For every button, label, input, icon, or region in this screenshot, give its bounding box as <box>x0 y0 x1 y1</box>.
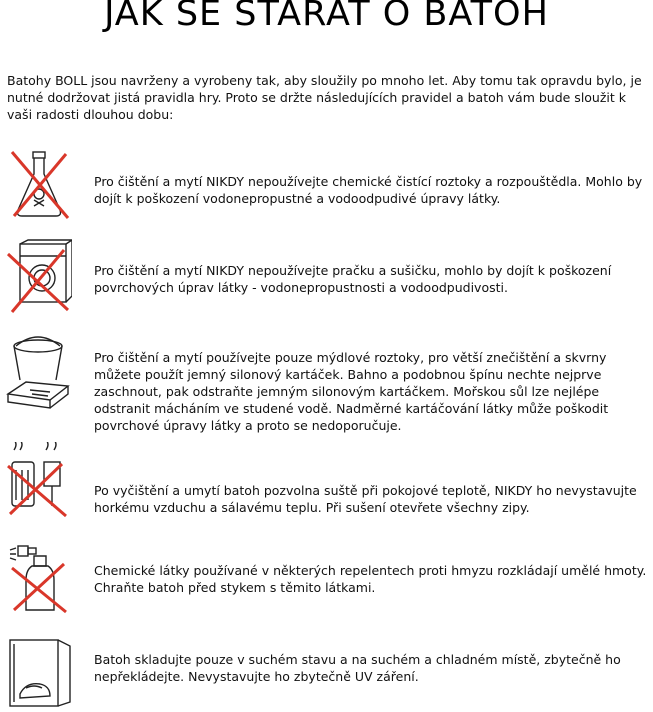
rule-text-washing-machine: Pro čištění a mytí NIKDY nepoužívejte pračku a sušičku, mohlo by dojít k poškození povrchových úprav látky - vodonepropustnosti a vodoodpudivosti. <box>94 263 612 295</box>
heater-dryer-crossed-icon <box>6 442 72 518</box>
intro-paragraph: Batohy BOLL jsou navrženy a vyrobeny tak, aby sloužily po mnoho let. Aby tomu tak opravdu bylo, je nutné dodržovat jistá pravidla hry. Proto se držte následujících pravidel a batoh vám bude sloužit k vaši radosti dlouhou dobu: <box>7 73 642 122</box>
page-title: JAK SE STARAT O BATOH <box>104 0 549 34</box>
rule-text-chemicals: Pro čištění a mytí NIKDY nepoužívejte chemické čistící roztoky a rozpouštědla. Mohlo by dojít k poškození vodonepropustné a vodoodpudivé úpravy látky. <box>94 174 643 206</box>
spray-crossed-icon <box>6 540 72 616</box>
washing-machine-crossed-icon <box>6 238 72 314</box>
cabinet-storage-icon <box>6 636 72 712</box>
rule-text-repellent: Chemické látky používané v některých repelentech proti hmyzu rozkládají umělé hmoty. Chraňte batoh před stykem s těmito látkami. <box>94 563 647 595</box>
rule-text-drying: Po vyčištění a umytí batoh pozvolna suště při pokojové teplotě, NIKDY ho nevystavujte horkému vzduchu a sálavému teplu. Při sušení otevřete všechny zipy. <box>94 483 637 515</box>
rule-text-soap-brush: Pro čištění a mytí používejte pouze mýdlové roztoky, pro větší znečištění a skvrny můžete použít jemný silonový kartáček. Bahno a podobnou špínu nechte nejprve zaschnout, pak odstraňte jemným silonovým kartáčkem. Mořskou sůl lze nejlépe odstranit mácháním ve studené vodě. Nadměrné kartáčování látky může poškodit povrchové úpravy látky a proto se nedoporučuje. <box>94 350 609 433</box>
bucket-brush-icon <box>6 336 72 412</box>
rule-text-storage: Batoh skladujte pouze v suchém stavu a na suchém a chladném místě, zbytečně ho nepřekládejte. Nevystavujte ho zbytečně UV záření. <box>94 652 621 684</box>
chemical-flask-crossed-icon <box>6 144 72 220</box>
